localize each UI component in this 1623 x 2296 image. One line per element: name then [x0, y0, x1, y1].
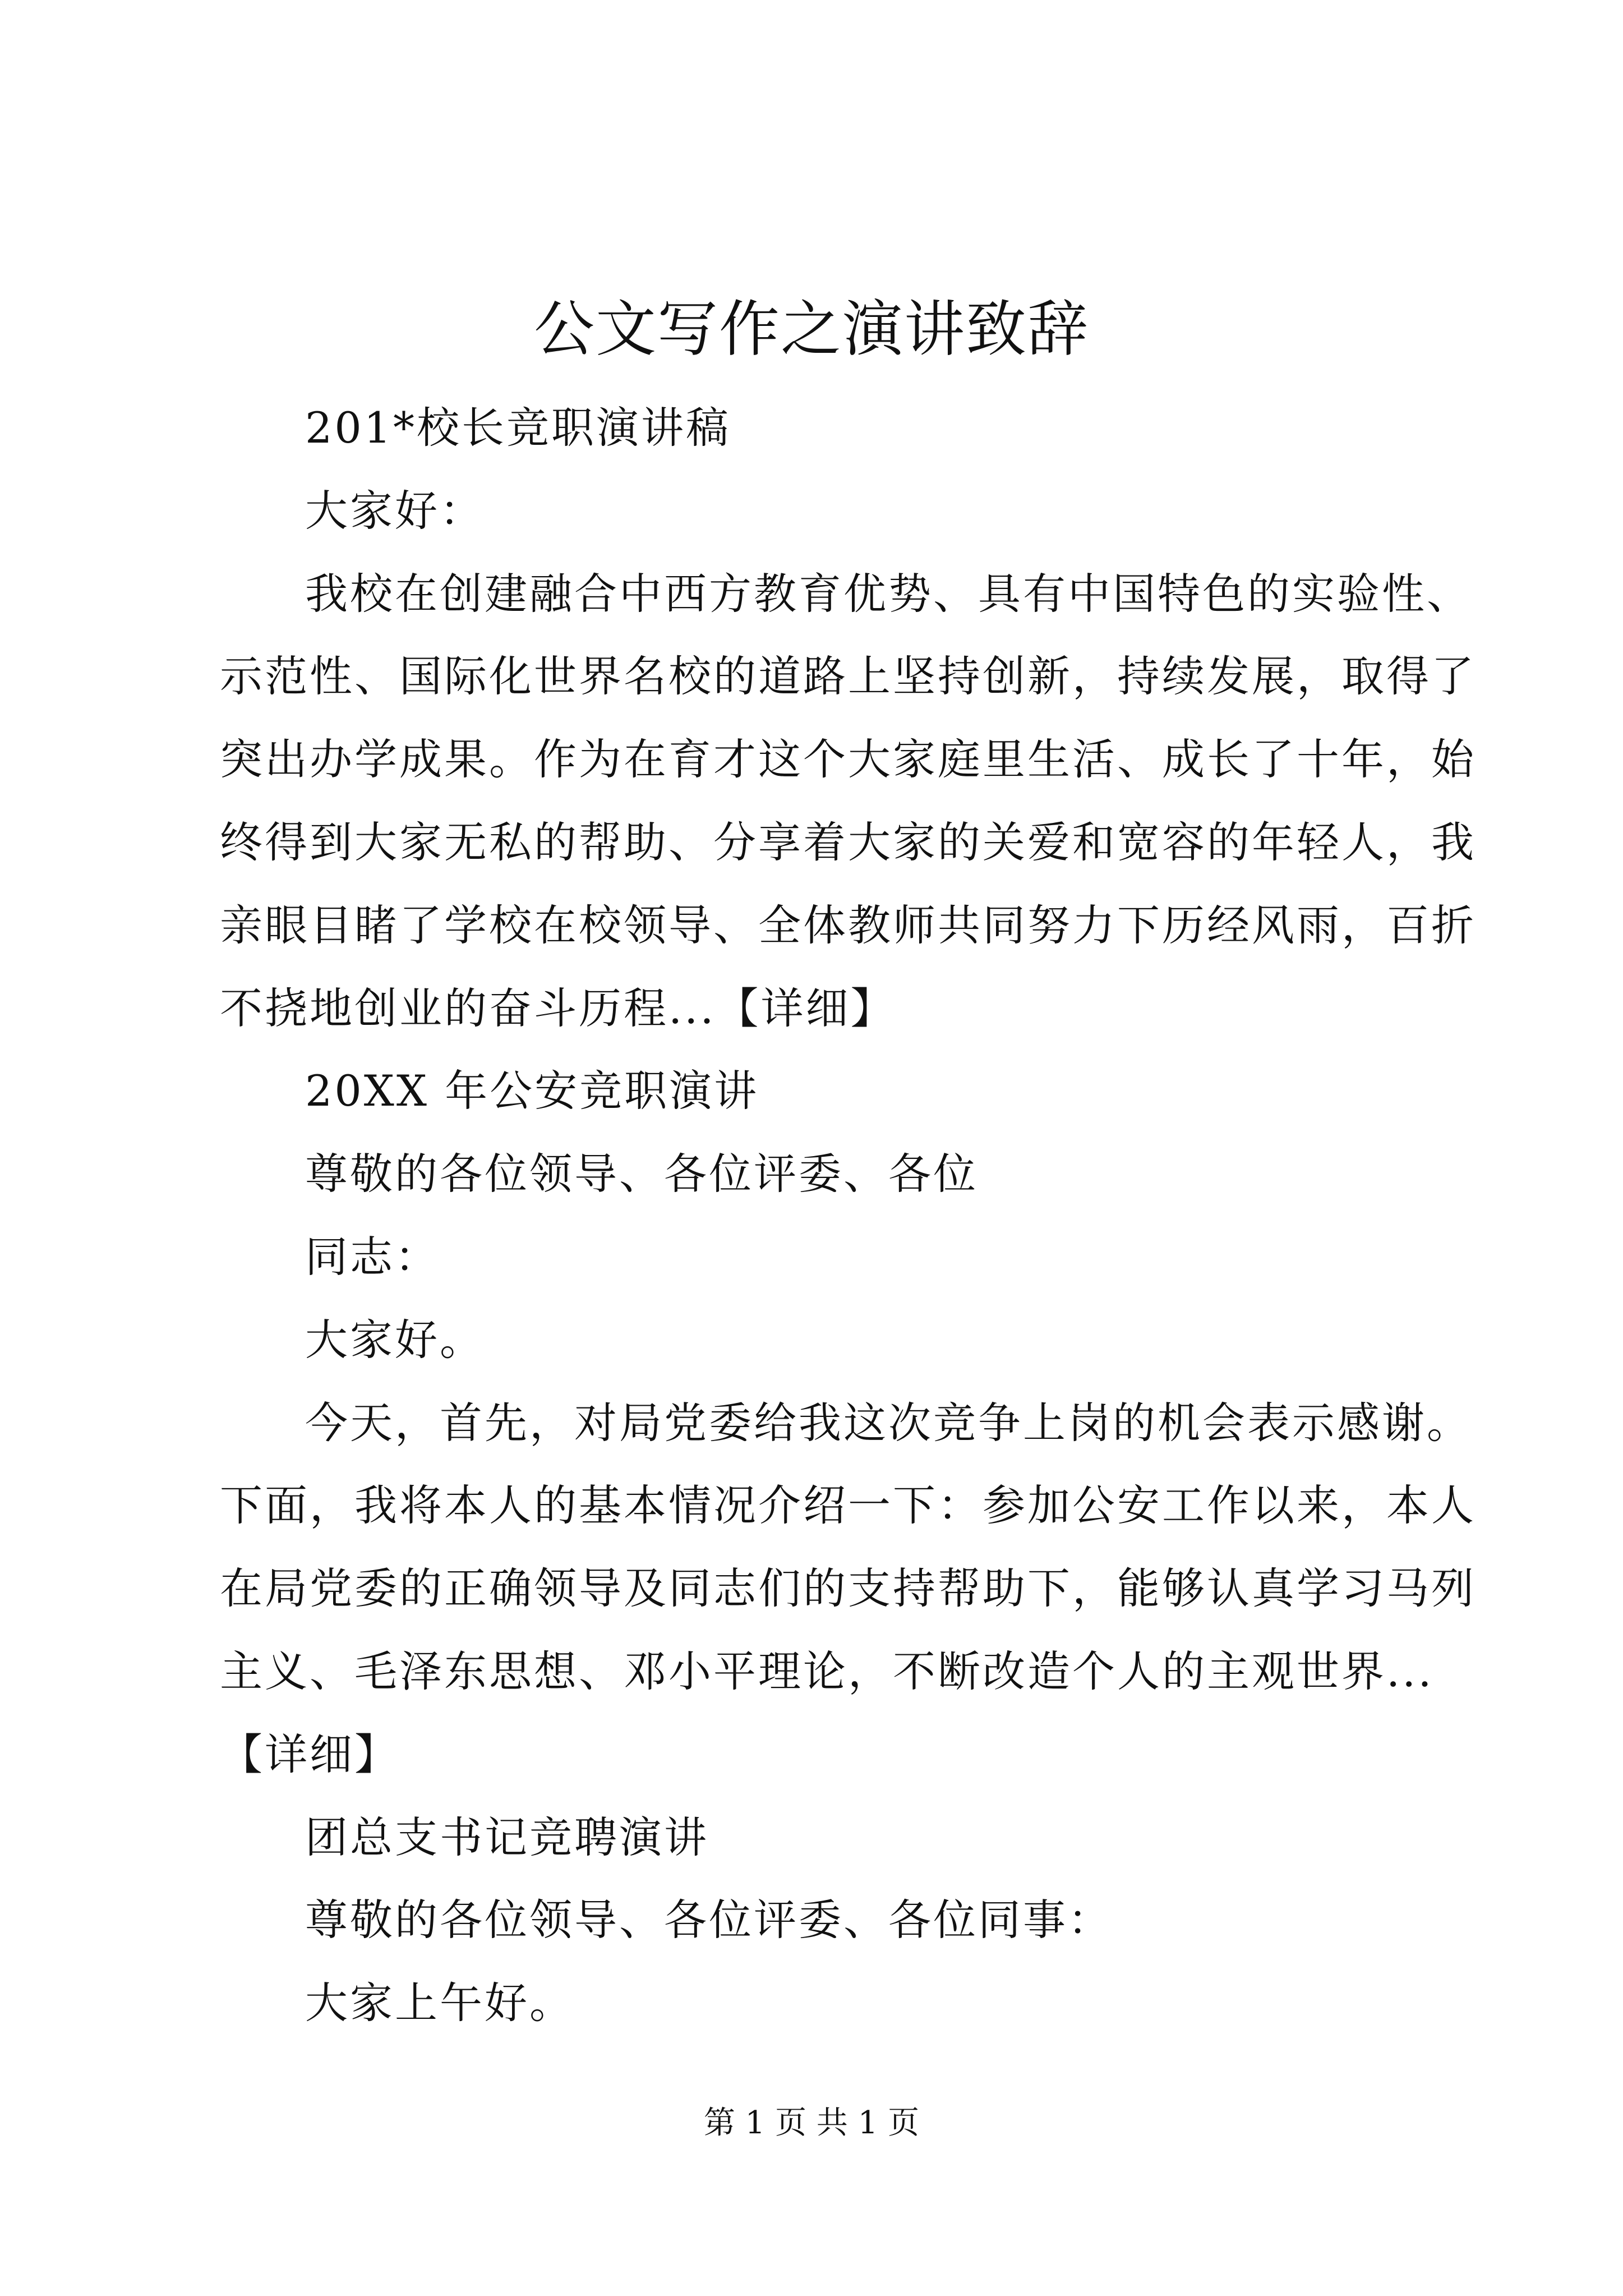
text-line: 终得到大家无私的帮助、分享着大家的关爱和宽容的年轻人，我: [220, 817, 1476, 867]
text-line: 20XX 年公安竞职演讲: [305, 1066, 759, 1116]
text-line: 示范性、国际化世界名校的道路上坚持创新，持续发展，取得了: [220, 651, 1476, 702]
text-line: 主义、毛泽东思想、邓小平理论，不断改造个人的主观世界...: [220, 1646, 1434, 1696]
text-line: 今天，首先，对局党委给我这次竞争上岗的机会表示感谢。: [305, 1397, 1472, 1448]
document-title: 公文写作之演讲致辞: [533, 295, 1089, 365]
text-line: 同志：: [305, 1231, 440, 1282]
text-line: 大家好：: [305, 485, 485, 536]
text-line: 大家好。: [305, 1314, 485, 1365]
text-line: 下面，我将本人的基本情况介绍一下：参加公安工作以来，本人: [220, 1480, 1476, 1531]
document-body: [220, 386, 1476, 2045]
text-line: 我校在创建融合中西方教育优势、具有中国特色的实验性、: [305, 568, 1472, 619]
text-line: 突出办学成果。作为在育才这个大家庭里生活、成长了十年，始: [220, 734, 1476, 785]
text-line: 尊敬的各位领导、各位评委、各位: [305, 1149, 978, 1199]
text-line: 【详细】: [220, 1729, 399, 1779]
text-line: 亲眼目睹了学校在校领导、全体教师共同努力下历经风雨，百折: [220, 900, 1476, 950]
text-line: 201*校长竞职演讲稿: [305, 403, 731, 453]
text-line: 尊敬的各位领导、各位评委、各位同事：: [305, 1895, 1113, 1945]
text-line: 在局党委的正确领导及同志们的支持帮助下，能够认真学习马列: [220, 1563, 1476, 1614]
text-line: 团总支书记竞聘演讲: [305, 1812, 709, 1862]
page-footer: 第 1 页 共 1 页: [703, 2105, 920, 2141]
text-line: 不挠地创业的奋斗历程...【详细】: [220, 983, 896, 1033]
text-line: 大家上午好。: [305, 1978, 574, 2028]
